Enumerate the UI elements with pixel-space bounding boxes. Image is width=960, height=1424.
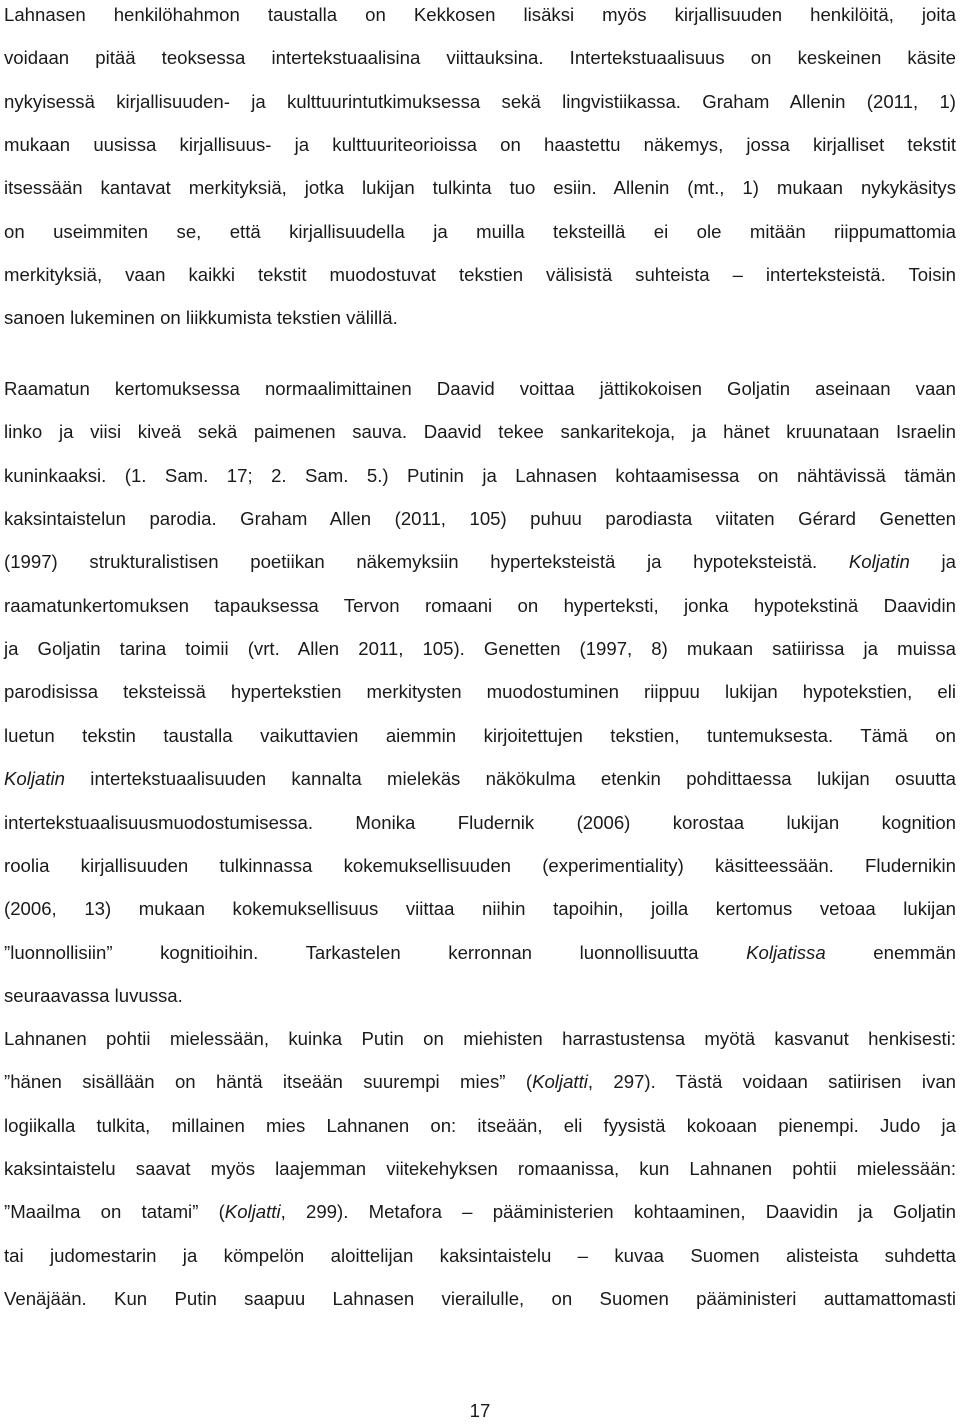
- text-segment: , 299). Metafora – pääministerien kohtaaminen, Daavidin ja Goljatin: [280, 1201, 956, 1223]
- italic-title: Koljatissa: [746, 941, 826, 963]
- text-segment: Venäjään. Kun Putin saapuu Lahnasen vierailulle, on Suomen pääministeri auttamattomasti: [4, 1288, 956, 1310]
- italic-title: Koljatti: [532, 1071, 588, 1093]
- text-line: [4, 810, 956, 836]
- page-number: 17: [469, 1400, 491, 1421]
- text-line: [4, 723, 956, 749]
- text-segment: logiikalla tulkita, millainen mies Lahnanen on: itseään, eli fyysistä kokoaan pienempi. Judo ja: [4, 1114, 956, 1136]
- text-line: [4, 262, 956, 288]
- text-segment: kuninkaaksi. (1. Sam. 17; 2. Sam. 5.) Putinin ja Lahnasen kohtaamisessa on nähtävissä tämän: [4, 464, 956, 486]
- text-line: [4, 1199, 956, 1225]
- text-segment: ”luonnollisiin” kognitioihin. Tarkastelen kerronnan luonnollisuutta: [4, 941, 747, 963]
- text-line: [4, 463, 956, 489]
- text-segment: ja Goljatin tarina toimii (vrt. Allen 2011, 105). Genetten (1997, 8) mukaan satiirissa ja muissa: [4, 638, 956, 660]
- text-segment: Lahnanen pohtii mielessään, kuinka Putin on miehisten harrastustensa myötä kasvanut henkisesti:: [4, 1028, 956, 1049]
- text-line: [4, 132, 956, 158]
- text-segment: itsessään kantavat merkityksiä, jotka lukijan tulkinta tuo esiin. Allenin (mt., 1) mukaan nykykäsitys: [4, 177, 956, 199]
- text-segment: linko ja viisi kiveä sekä paimenen sauva. Daavid tekee sankaritekoja, ja hänet kruunataan Israelin: [4, 421, 956, 443]
- text-line: [4, 45, 956, 71]
- text-segment: Raamatun kertomuksessa normaalimittainen Daavid voittaa jättikokoisen Goljatin aseinaan vaan: [4, 378, 956, 399]
- text-segment: tai judomestarin ja kömpelön aloittelijan kaksintaistelu – kuvaa Suomen alisteista suhdetta: [4, 1244, 956, 1266]
- text-line: [4, 1286, 956, 1312]
- text-segment: kaksintaistelun parodia. Graham Allen (2011, 105) puhuu parodiasta viitaten Gérard Genetten: [4, 508, 956, 530]
- text-segment: parodisissa teksteissä hypertekstien merkitysten muodostuminen riippuu lukijan hypotekstien, eli: [4, 681, 956, 703]
- text-segment: (1997) strukturalistisen poetiikan näkemyksiin hyperteksteistä ja hypoteksteistä.: [4, 551, 849, 573]
- text-segment: , 297). Tästä voidaan satiirisen ivan: [587, 1071, 956, 1093]
- text-segment: raamatunkertomuksen tapauksessa Tervon romaani on hyperteksti, jonka hypotekstinä Daavidin: [4, 594, 956, 616]
- text-line: [4, 1026, 956, 1052]
- text-line: [4, 766, 956, 792]
- text-segment: nykyisessä kirjallisuuden- ja kulttuurintutkimuksessa sekä lingvistiikassa. Graham Allenin (2011, 1): [4, 90, 956, 112]
- text-line: [4, 940, 956, 966]
- text-segment: ”Maailma on tatami” (: [4, 1201, 225, 1223]
- text-line: [4, 679, 956, 705]
- italic-title: Koljatin: [848, 551, 910, 573]
- text-line: [4, 305, 956, 331]
- text-line: [4, 506, 956, 532]
- text-line: [4, 1113, 956, 1139]
- text-segment: kaksintaistelu saavat myös laajemman viitekehyksen romaanissa, kun Lahnanen pohtii mielessään:: [4, 1158, 956, 1180]
- text-line: [4, 983, 956, 1009]
- text-line: [4, 175, 956, 201]
- text-line: [4, 219, 956, 245]
- text-segment: on useimmiten se, että kirjallisuudella ja muilla teksteillä ei ole mitään riippumattomia: [4, 220, 956, 242]
- text-line: [4, 2, 956, 28]
- text-line: [4, 89, 956, 115]
- text-segment: ”hänen sisällään on häntä itseään suurempi mies” (: [4, 1071, 533, 1093]
- text-segment: seuraavassa luvussa.: [4, 984, 183, 1006]
- text-segment: mukaan uusissa kirjallisuus- ja kulttuuriteorioissa on haastettu näkemys, jossa kirjalliset tekstit: [4, 134, 956, 156]
- text-segment: merkityksiä, vaan kaikki tekstit muodostuvat tekstien välisistä suhteista – interteksteistä. Toisin: [4, 264, 956, 286]
- text-line: [4, 593, 956, 619]
- text-line: [4, 419, 956, 445]
- text-segment: (2006, 13) mukaan kokemuksellisuus viittaa niihin tapoihin, joilla kertomus vetoaa lukijan: [4, 898, 956, 920]
- italic-title: Koljatti: [224, 1201, 281, 1223]
- text-line: [4, 1069, 956, 1095]
- text-segment: intertekstuaalisuuden kannalta mielekäs näkökulma etenkin pohdittaessa lukijan osuutta: [64, 768, 956, 790]
- text-line: [4, 853, 956, 879]
- text-line: [4, 1243, 956, 1269]
- text-segment: intertekstuaalisuusmuodostumisessa. Monika Fludernik (2006) korostaa lukijan kognition: [4, 811, 956, 833]
- text-segment: ja: [909, 551, 956, 573]
- italic-title: Koljatin: [4, 768, 65, 790]
- text-segment: roolia kirjallisuuden tulkinnassa kokemuksellisuuden (experimentiality) käsitteessään. Fludernikin: [4, 854, 956, 876]
- text-segment: voidaan pitää teoksessa intertekstuaalisina viittauksina. Intertekstuaalisuus on keskeinen käsite: [4, 47, 956, 69]
- text-segment: luetun tekstin taustalla vaikuttavien aiemmin kirjoitettujen tekstien, tuntemuksesta. Tämä on: [4, 724, 956, 746]
- text-line: [4, 636, 956, 662]
- text-line: [4, 896, 956, 922]
- text-line: [4, 549, 956, 575]
- text-segment: enemmän: [825, 941, 956, 963]
- text-line: [4, 376, 956, 402]
- text-line: [4, 1156, 956, 1182]
- text-segment: sanoen lukeminen on liikkumista tekstien välillä.: [4, 307, 398, 329]
- text-segment: Lahnasen henkilöhahmon taustalla on Kekkosen lisäksi myös kirjallisuuden henkilöitä, joita: [4, 4, 956, 25]
